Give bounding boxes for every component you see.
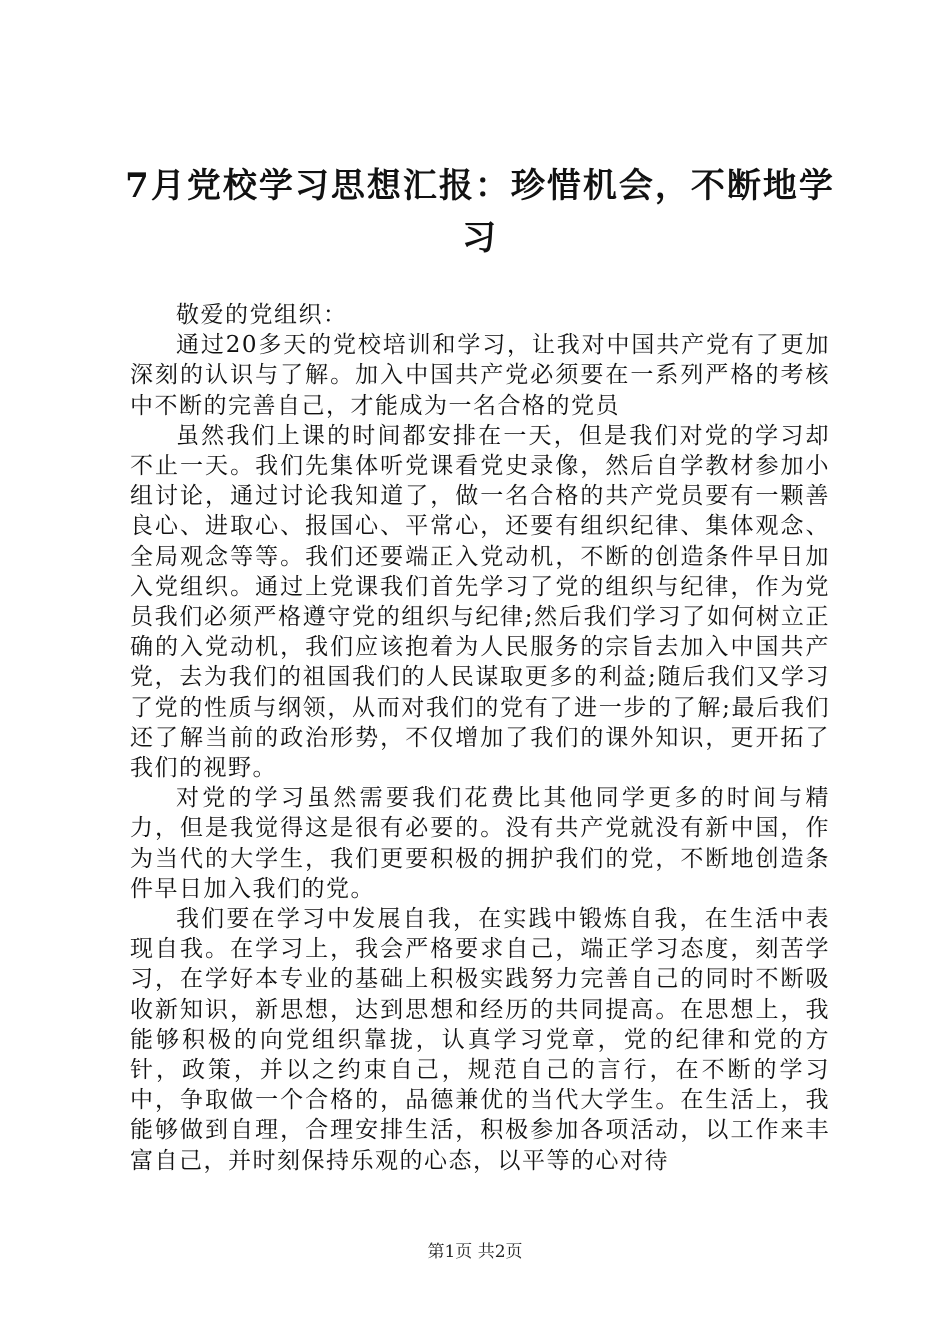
salutation: 敬爱的党组织： <box>176 302 348 328</box>
paragraph-3: 对党的学习虽然需要我们花费比其他同学更多的时间与精力，但是我觉得这是很有必要的。没有共产党就没有新中国，作为当代的大学生，我们更要积极的拥护我们的党，不断地创造条件早日加入我们的党。 <box>130 785 830 902</box>
paragraph-1: 通过20多天的党校培训和学习，让我对中国共产党有了更加深刻的认识与了解。加入中国共产党必须要在一系列严格的考核中不断的完善自己，才能成为一名合格的党员 <box>130 332 830 419</box>
document-body <box>130 300 830 1176</box>
page-number: 第1页 共2页 <box>427 1242 523 1262</box>
page-footer <box>0 1240 950 1264</box>
document-title: 7月党校学习思想汇报：珍惜机会，不断地学习 <box>125 166 835 258</box>
paragraph-4: 我们要在学习中发展自我，在实践中锻炼自我，在生活中表现自我。在学习上，我会严格要求自己，端正学习态度，刻苦学习，在学好本专业的基础上积极实践努力完善自己的同时不断吸收新知识，新思想，达到思想和经历的共同提高。在思想上，我能够积极的向党组织靠拢，认真学习党章，党的纪律和党的方针，政策，并以之约束自己，规范自己的言行，在不断的学习中，争取做一个合格的，品德兼优的当代大学生。在生活上，我能够做到自理，合理安排生活，积极参加各项活动，以工作来丰富自己，并时刻保持乐观的心态，以平等的心对待 <box>130 906 830 1174</box>
paragraph-2: 虽然我们上课的时间都安排在一天，但是我们对党的学习却不止一天。我们先集体听党课看党史录像，然后自学教材参加小组讨论，通过讨论我知道了，做一名合格的共产党员要有一颗善良心、进取心、报国心、平常心，还要有组织纪律、集体观念、全局观念等等。我们还要端正入党动机，不断的创造条件早日加入党组织。通过上党课我们首先学习了党的组织与纪律，作为党员我们必须严格遵守党的组织与纪律;然后我们学习了如何树立正确的入党动机，我们应该抱着为人民服务的宗旨去加入中国共产党，去为我们的祖国我们的人民谋取更多的利益;随后我们又学习了党的性质与纲领，从而对我们的党有了进一步的了解;最后我们还了解当前的政治形势，不仅增加了我们的课外知识，更开拓了我们的视野。 <box>130 422 830 782</box>
